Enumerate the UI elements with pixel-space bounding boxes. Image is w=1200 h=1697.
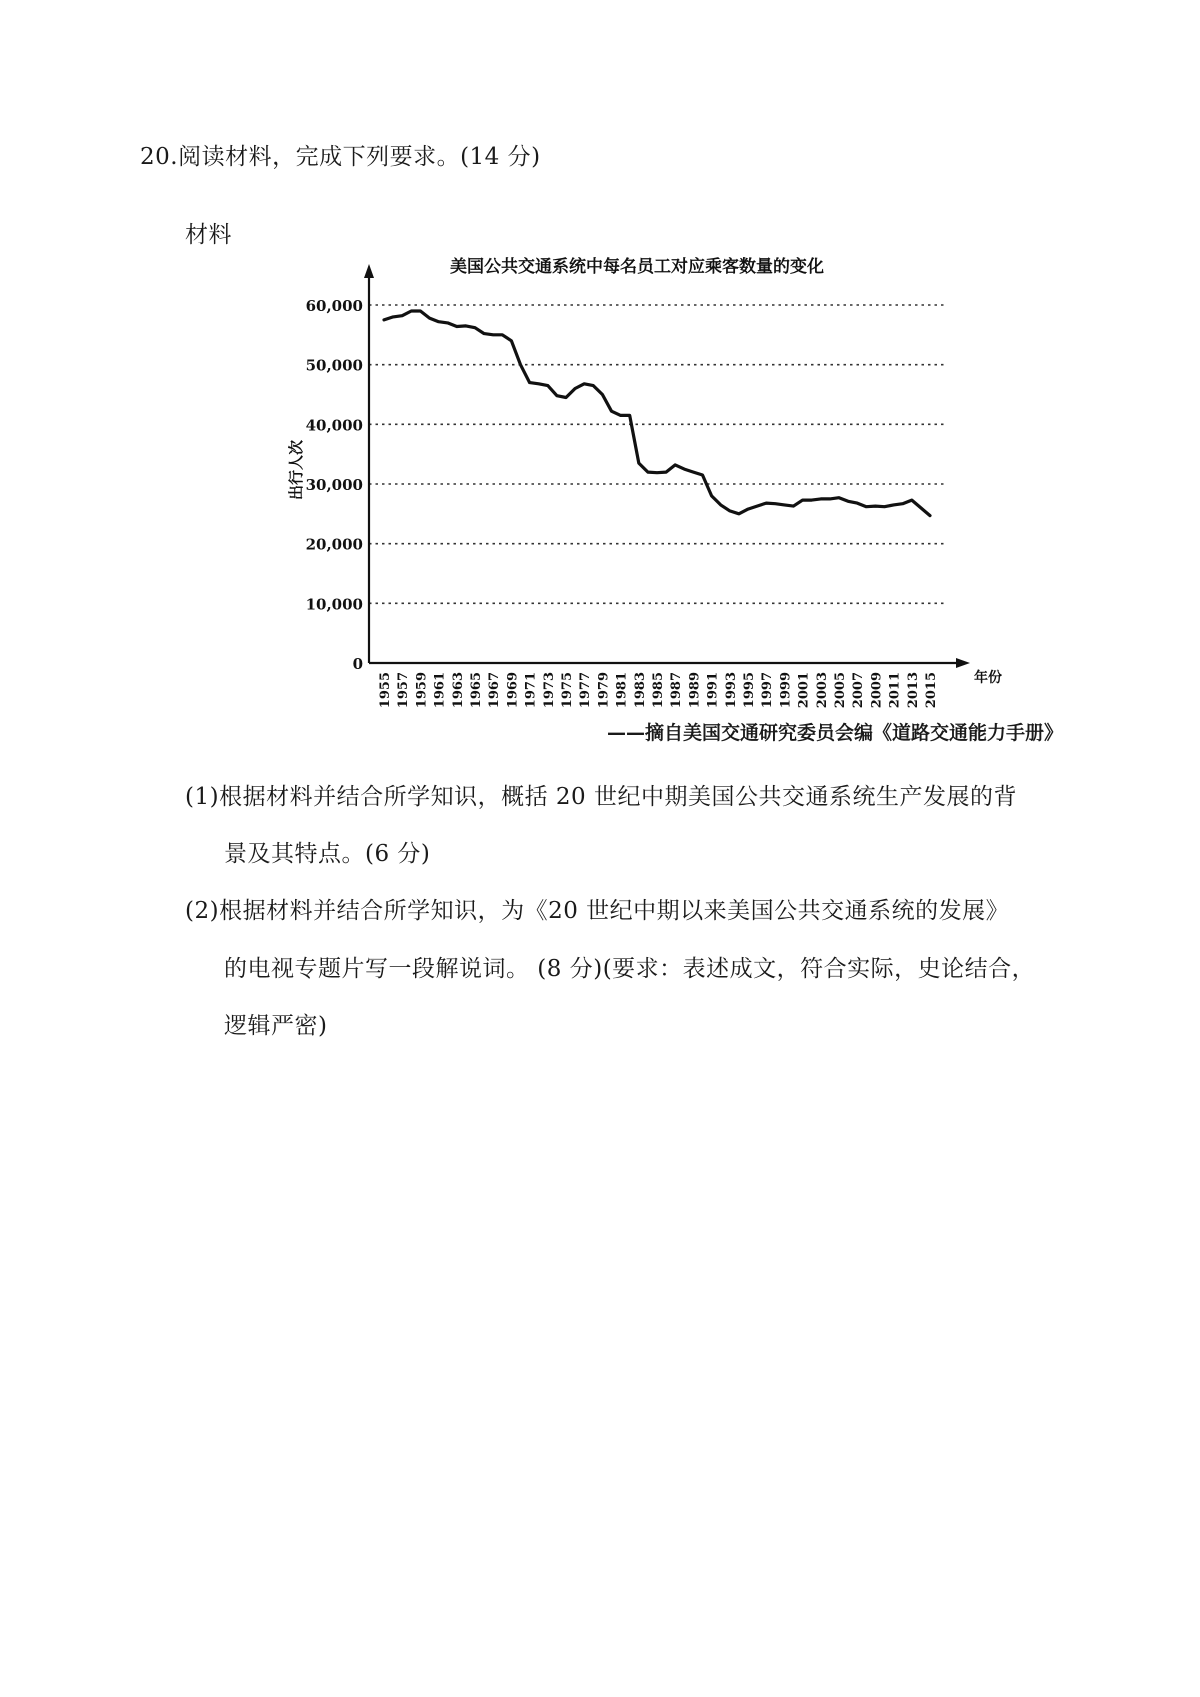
x-tick-label: 1997 [760, 672, 776, 709]
question-heading: 20.阅读材料，完成下列要求。(14 分) [140, 144, 541, 170]
y-axis-label: 出行人次 [287, 439, 305, 501]
x-tick-label: 1971 [523, 672, 539, 709]
x-tick-label: 1961 [432, 672, 448, 709]
x-tick-label: 1991 [705, 672, 721, 709]
y-tick-label: 0 [352, 655, 363, 673]
question-2-line-1: (2)根据材料并结合所学知识，为《20 世纪中期以来美国公共交通系统的发展》 [185, 898, 1010, 924]
x-tick-label: 2015 [924, 672, 939, 709]
question-1-line-1: (1)根据材料并结合所学知识，概括 20 世纪中期美国公共交通系统生产发展的背 [185, 784, 1017, 810]
chart-grid [369, 305, 945, 603]
x-tick-label: 2007 [851, 672, 867, 709]
y-tick-label: 30,000 [305, 476, 363, 494]
x-tick-label: 2003 [814, 672, 830, 709]
x-tick-label: 2009 [869, 672, 885, 709]
x-tick-label: 1965 [469, 672, 484, 709]
source-citation: ——摘自美国交通研究委员会编《道路交通能力手册》 [606, 722, 1063, 744]
x-tick-label: 1981 [614, 672, 630, 709]
y-tick-label: 60,000 [305, 297, 363, 315]
x-tick-label: 1955 [378, 672, 393, 709]
y-axis-arrow [364, 264, 374, 278]
passengers-per-employee-chart [0, 0, 1200, 760]
x-tick-label: 1995 [742, 672, 757, 709]
x-tick-label: 1967 [487, 672, 503, 709]
x-tick-label: 1979 [596, 672, 612, 709]
x-tick-label: 1973 [541, 672, 557, 709]
y-tick-label: 40,000 [305, 416, 363, 435]
x-tick-label: 1985 [651, 672, 666, 709]
x-tick-label: 2011 [887, 672, 903, 709]
x-tick-label: 1969 [505, 672, 521, 709]
question-2-line-3: 逻辑严密) [224, 1013, 328, 1039]
question-2-line-2: 的电视专题片写一段解说词。 (8 分)(要求：表述成文，符合实际，史论结合， [224, 956, 1036, 982]
y-tick-label: 10,000 [305, 595, 363, 614]
x-axis-label: 年份 [974, 670, 1002, 686]
material-label: 材料 [185, 222, 232, 248]
x-tick-label: 1999 [778, 672, 794, 709]
x-tick-label: 1959 [414, 672, 430, 709]
x-tick-label: 1989 [687, 672, 703, 709]
series-line [384, 311, 930, 516]
y-tick-label: 20,000 [305, 535, 363, 554]
x-tick-label: 1993 [723, 672, 739, 709]
x-tick-label: 1983 [632, 672, 648, 709]
x-tick-label: 2001 [796, 672, 812, 709]
x-tick-label: 1977 [578, 672, 594, 709]
x-tick-labels [378, 672, 939, 708]
x-tick-label: 2005 [833, 672, 848, 709]
chart-title: 美国公共交通系统中每名员工对应乘客数量的变化 [450, 257, 824, 277]
x-tick-label: 1963 [450, 672, 466, 709]
x-tick-label: 1957 [396, 672, 412, 709]
y-tick-labels [306, 297, 363, 673]
x-tick-label: 1987 [669, 672, 685, 709]
question-1-line-2: 景及其特点。(6 分) [224, 841, 431, 867]
x-tick-label: 2013 [905, 672, 921, 709]
x-tick-label: 1975 [560, 672, 575, 709]
x-axis-arrow [956, 658, 970, 668]
y-tick-label: 50,000 [305, 356, 363, 375]
